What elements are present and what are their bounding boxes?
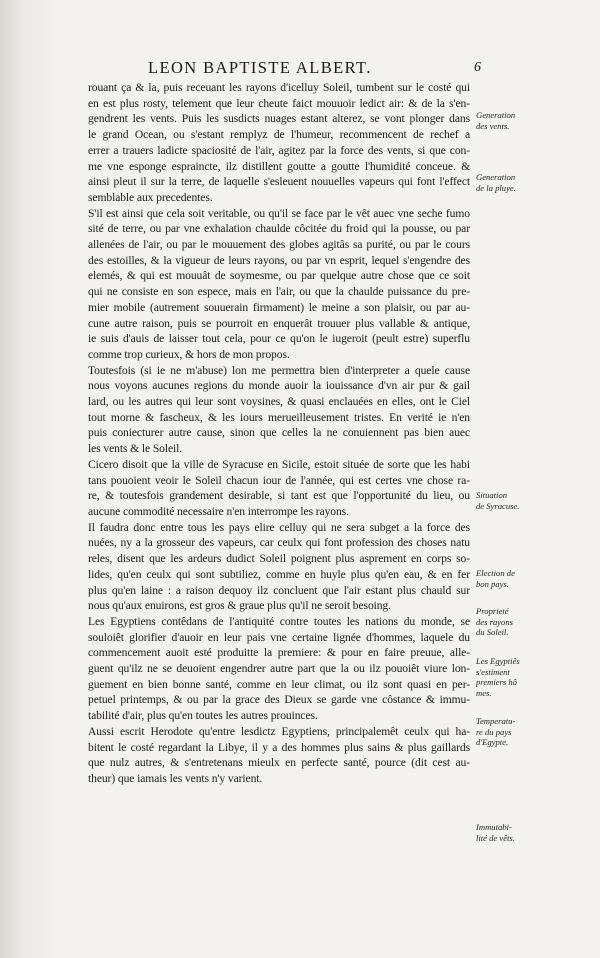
margin-note (476, 490, 558, 511)
text-line: nous qu'aux enuirons, est gros & graue plus qu'il ne seroit besoing. (88, 599, 391, 613)
margin-note-line: re du pays (476, 726, 512, 737)
margin-note-line: Immutabi- (476, 822, 512, 832)
text-line: lard, ou les autres qui leur sont voysines, & quasi enclauées en elles, ont le Ciel (88, 395, 470, 409)
text-line: tabilité d'air, plus qu'en toutes les autres prouinces. (88, 709, 318, 723)
text-line: reles, disent que les ardeurs dudict Soleil poignent plus asprement en corps so- (88, 552, 470, 566)
text-line: cune autre raison, puis se pourroit en enquerât trouuer plus vallable & antique, (88, 316, 470, 330)
text-line: re, & toutesfois grandement desirable, si tant est que l'opportunité du lieu, ou (88, 489, 470, 503)
margin-note-line: Les Egyptiês (476, 656, 520, 666)
text-line: bitent le costé regardant la Libye, il y a des hommes plus sains & plus gaillards (88, 740, 470, 754)
margin-note-line: des vents. (476, 120, 510, 131)
margin-note (476, 656, 558, 698)
margin-note-line: lité de vêts. (476, 832, 515, 843)
text-line: les vents & le Soleil. (88, 442, 183, 456)
text-line: Toutesfois (si ie ne m'abuse) lon me permettra bien d'interpreter a quele cause (88, 363, 470, 377)
text-line: tout morne & fascheux, & les iours merueilleusement tristes. En verité ie n'en (88, 410, 470, 424)
text-line: Il faudra donc entre tous les pays elire celluy qui ne sera subget a la force des (88, 520, 470, 534)
text-line: Les Egyptiens contêdans de l'antiquité contre toutes les nations du monde, se (88, 614, 470, 628)
margin-note-line: premiers hô (476, 677, 517, 687)
margin-note (476, 716, 558, 748)
text-line: S'il est ainsi que cela soit veritable, ou qu'il se face par le vêt auec vne seche fumo (88, 206, 470, 220)
page-number: 6 (474, 60, 481, 75)
text-line: sité de terre, ou par vne exhalation chaulde côcitée du froid qui la pousse, ou par (88, 222, 470, 236)
text-line: ainsi pleut il sur la terre, de laquelle s'esleuent nouuelles vapeurs qui font l'effect (88, 175, 470, 189)
margin-note-line: de la pluye. (476, 182, 516, 193)
text-line: mier mobile (autrement souuerain firmament) le meine a son plaisir, ou par au- (88, 300, 470, 314)
margin-note (476, 110, 558, 131)
margin-note-line: bon pays. (476, 578, 509, 589)
text-line: comme trop curieux, & hors de mon propos. (88, 347, 290, 361)
text-line: elemés, & qui est mouuât de soymesme, ou par quelque autre chose que ce soit (88, 269, 470, 283)
margin-note-line: de Syracuse. (476, 500, 520, 511)
margin-note-line: s'estiment (476, 666, 510, 677)
text-line: Cicero disoit que la ville de Syracuse en Sicile, estoit située de sorte que les habi (88, 457, 470, 471)
text-line: guent qu'ilz ne se deuoient engendrer autre part que la ou ilz pouoiêt viure lon- (88, 662, 470, 676)
text-line: me vne esponge espraincte, ilz distillent goutte a goutte l'humidité conceue. & (88, 159, 470, 173)
text-line: gendrent les vents. Puis les susdicts nuages estant alterez, se vont plonger dans (88, 112, 470, 126)
text-line: tans pouoient veoir le Soleil chacun iour de l'année, qui est certes vne chose ra- (88, 473, 470, 487)
margin-note-line: des rayons (476, 616, 513, 627)
text-line: que nulz autres, & s'entretenans mieulx en perfecte santé, pource (dit cest au- (88, 756, 470, 770)
main-text-block (88, 80, 470, 787)
running-title: LEON BAPTISTE ALBERT. (148, 58, 372, 77)
text-line: plus qu'en laine : a raison dequoy ilz concluent que l'air estant plus chauld sur (88, 583, 470, 597)
text-line: rouant ça & la, puis receuant les rayons d'icelluy Soleil, tumbent sur le costé qui (88, 81, 470, 94)
text-line: theur) que iamais les vents n'y varient. (88, 771, 263, 785)
margin-note (476, 606, 558, 638)
margin-note-line: Generation (476, 172, 516, 182)
margin-note-line: Generation (476, 110, 516, 120)
margin-note-line: Temperatu- (476, 716, 516, 726)
text-line: lides, qu'en ceulx qui sont subtiliez, comme en huyle plus qu'en eau, & en fer (88, 567, 470, 581)
text-line: en est plus rosty, telement que leur cheute faict mouuoir ledict air: & de la s'en- (88, 96, 470, 110)
text-line: commencement auoit esté produitte la premiere: & pour en faire preuue, alle- (88, 646, 470, 660)
margin-note (476, 822, 558, 843)
text-line: petuel printemps, & ou par la grace des Dieux se garde vne côstance & immu- (88, 693, 470, 707)
margin-note (476, 568, 558, 589)
text-line: puis coniecturer autre cause, sinon que celles la ne conuiennent pas bien auec (88, 426, 470, 440)
text-line: allenées de l'air, ou par le mouuement des globes agitâs sa purité, ou par le cours (88, 238, 470, 252)
text-line: nuées, ny a la grosseur des vapeurs, car ceulx qui font profession des choses natu (88, 536, 470, 550)
margin-note-line: du Soleil. (476, 627, 509, 637)
text-line: souloiêt glorifier d'auoir en leur pais vne certaine lignée d'hommes, laquele du (88, 630, 470, 644)
margin-note-line: Situation (476, 490, 508, 500)
text-line: errer a trauers ladicte spaciosité de l'air, agitez par la force des vents, si que con- (88, 143, 470, 157)
text-line: ie suis d'auis de laisser tout cela, pour ce qu'on le iugeroit (peult estre) superflu (88, 332, 470, 346)
text-line: semblable aux precedentes. (88, 190, 213, 204)
text-line: guement en bien bonne santé, comme en leur climat, ou ilz sont quasi en per- (88, 677, 470, 691)
margin-note-line: d'Egypte. (476, 737, 509, 747)
text-line: qui ne consiste en son espece, mais en l'air, ou que la chaulde puissance du pre- (88, 285, 470, 299)
text-line: aucune commodité necessaire n'en interrompe les rayons. (88, 504, 349, 518)
text-line: Aussi escrit Herodote qu'entre lesdictz Egyptiens, principalemêt ceulx qui ha- (88, 724, 470, 738)
margin-note-line: Election de (476, 568, 515, 578)
margin-note-line: mes. (476, 687, 492, 698)
margin-note-line: Proprieté (476, 606, 509, 616)
text-line: le grand Ocean, ou s'estant remplyz de l'humeur, recommencent de rechef a (88, 128, 470, 142)
margin-note (476, 172, 558, 193)
text-line: nous voyons aucunes regions du monde auoir la iouissance d'vn air pur & gail (88, 379, 470, 393)
text-line: des estoilles, & la vigueur de leurs rayons, ou par vn esprit, lequel s'engendre des (88, 253, 470, 267)
